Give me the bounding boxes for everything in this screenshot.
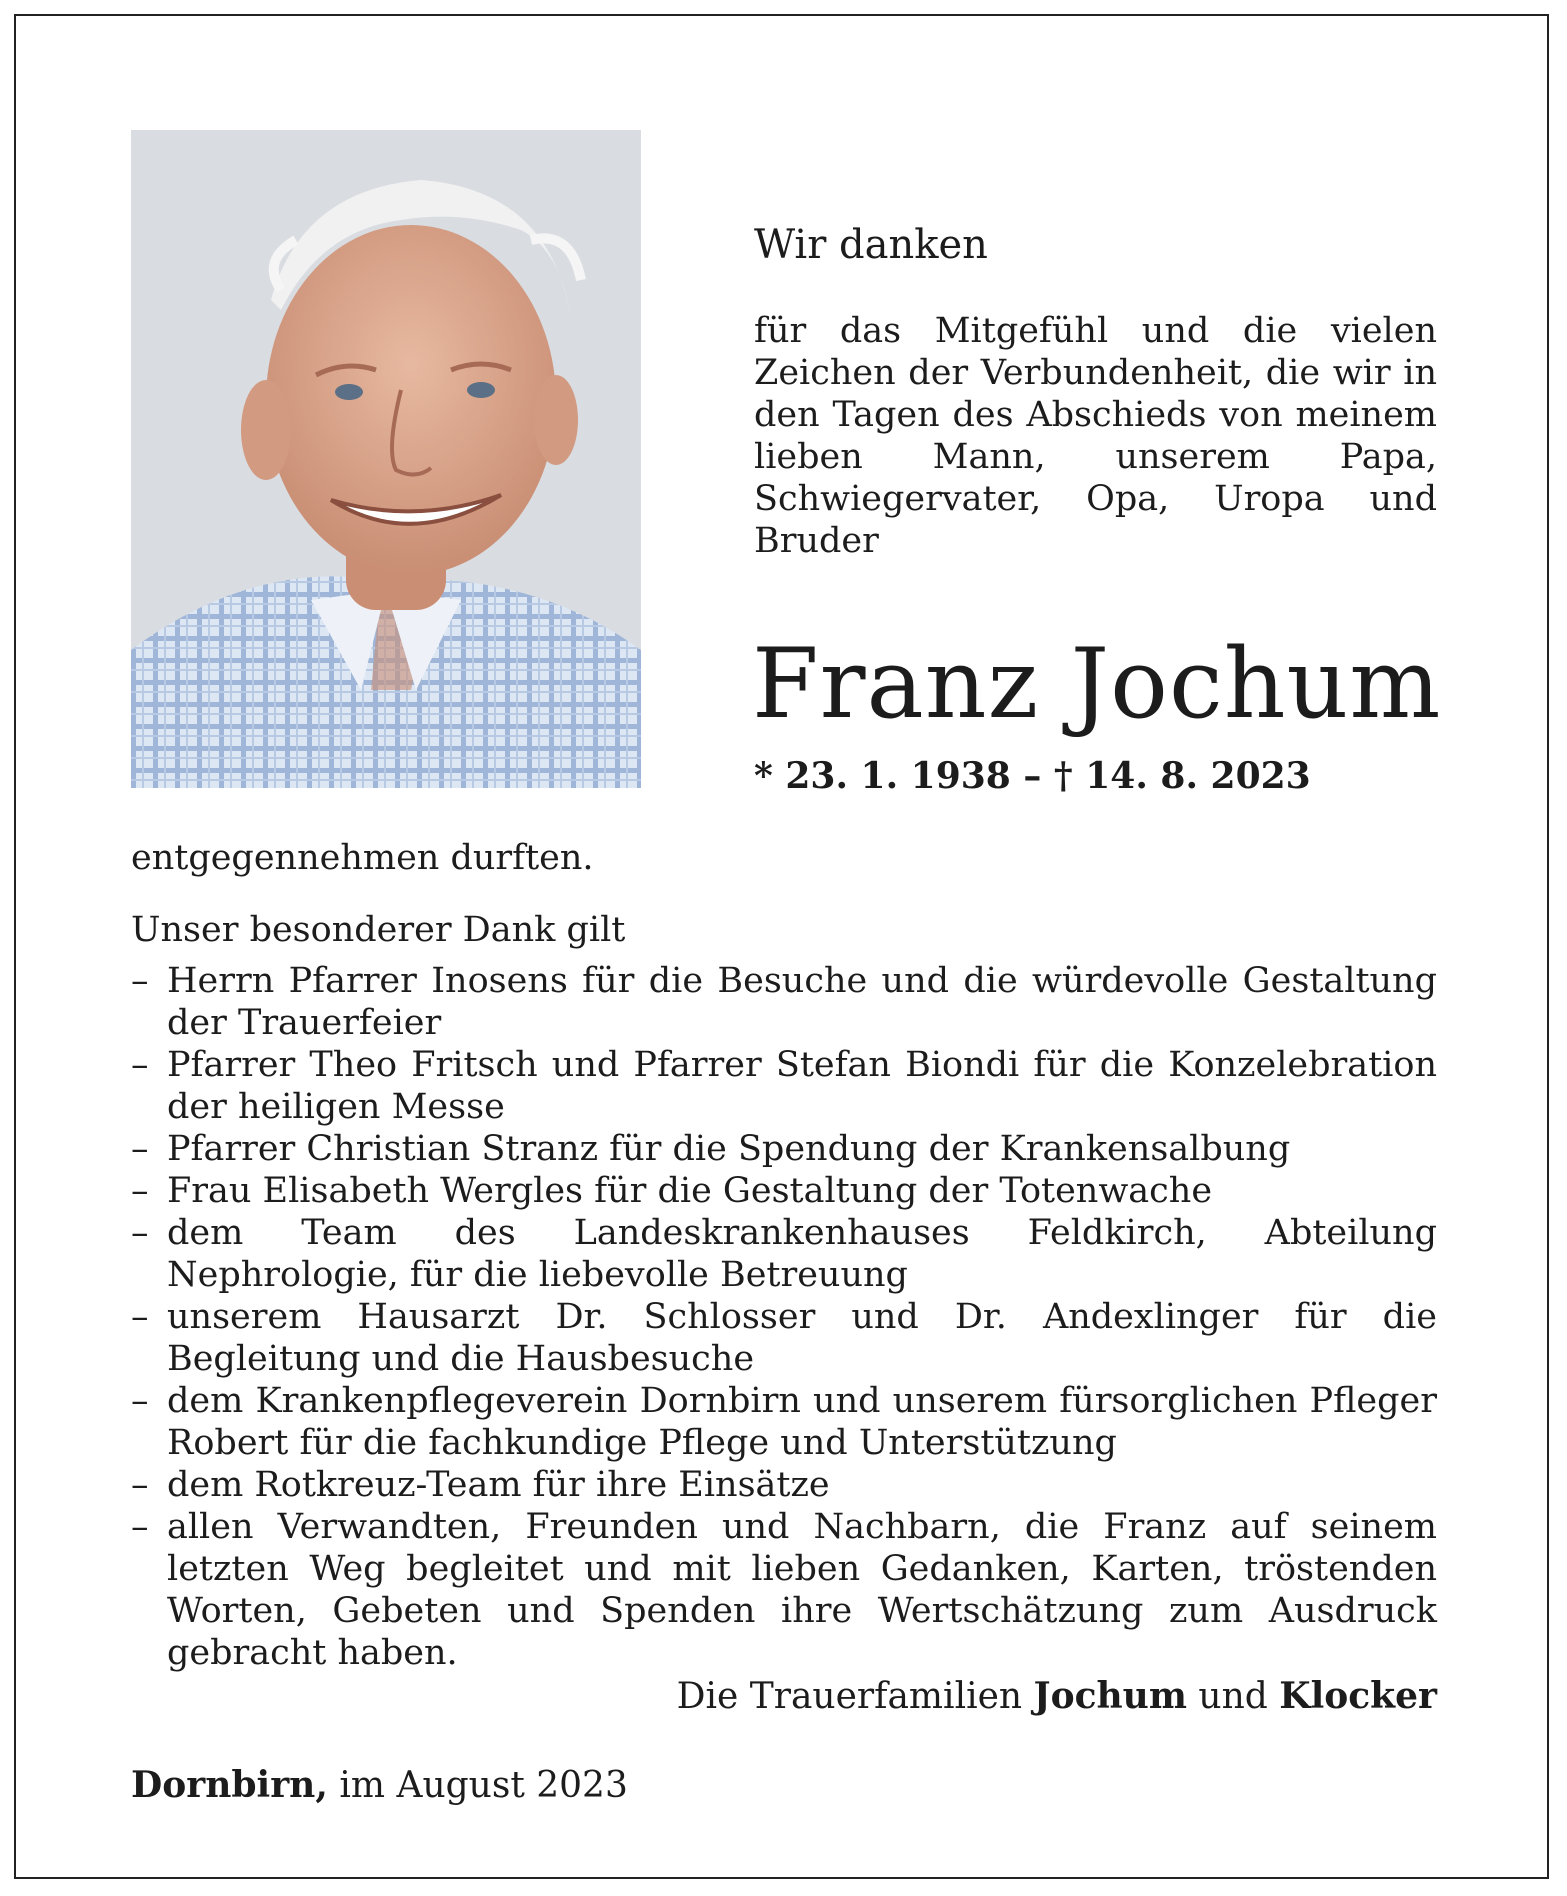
thanks-text: dem Krankenpflegeverein Dornbirn und unserem fürsorglichen Pfleger Robert für die fachkundige Pflege und Unterstützung [167,1381,1437,1463]
list-item: – Frau Elisabeth Wergles für die Gestaltung der Totenwache [131,1171,1213,1211]
intro-text: für das Mitgefühl und die vielen Zeichen der Verbundenheit, die wir in den Tagen des Abschieds von meinem lieben Mann, unserem Papa, Schwiegervater, Opa, Uropa und Bruder [754,311,1437,561]
list-item: – Pfarrer Theo Fritsch und Pfarrer Stefan Biondi für die Konzelebration der heiligen Messe [131,1045,1437,1127]
list-item: – dem Krankenpflegeverein Dornbirn und unserem fürsorglichen Pfleger Robert für die fachkundige Pflege und Unterstützung [131,1381,1437,1463]
signature [677,1675,1437,1717]
thanks-list [131,960,1437,1674]
thanks-text: Pfarrer Christian Stranz für die Spendung der Krankensalbung [167,1129,1291,1169]
place-date: im August 2023 [339,1765,628,1806]
thanks-text: Frau Elisabeth Wergles für die Gestaltung der Totenwache [167,1171,1213,1211]
thanks-text: allen Verwandten, Freunden und Nachbarn, die Franz auf seinem letzten Weg begleitet und mit lieben Gedanken, Karten, tröstenden Worten, Gebeten und Spenden ihre Wertschätzung zum Ausdruck gebracht haben. [167,1507,1437,1673]
list-item: – Pfarrer Christian Stranz für die Spendung der Krankensalbung [131,1129,1291,1169]
family-name-2: Klocker [1279,1675,1437,1717]
intro-continuation: entgegennehmen durften. [131,838,594,878]
thanks-text: Pfarrer Theo Fritsch und Pfarrer Stefan Biondi für die Konzelebration der heiligen Messe [167,1045,1437,1127]
place-and-date [131,1764,628,1806]
portrait-photo [131,130,641,788]
thanks-heading: Unser besonderer Dank gilt [131,910,626,950]
signature-conjunction: und [1198,1676,1268,1717]
list-item: – allen Verwandten, Freunden und Nachbarn, die Franz auf seinem letzten Weg begleitet und mit lieben Gedanken, Karten, tröstenden Worten, Gebeten und Spenden ihre Wertschätzung zum Ausdruck gebracht haben. [131,1507,1437,1673]
deceased-name: Franz Jochum [752,628,1442,740]
thanks-text: Herrn Pfarrer Inosens für die Besuche und die würdevolle Gestaltung der Trauerfeier [167,961,1437,1043]
place-city: Dornbirn, [131,1764,328,1806]
list-item: – dem Team des Landeskrankenhauses Feldkirch, Abteilung Nephrologie, für die liebevolle Betreuung [131,1213,1437,1295]
family-name-1: Jochum [1033,1675,1187,1717]
list-item: – unserem Hausarzt Dr. Schlosser und Dr. Andexlinger für die Begleitung und die Hausbesuche [131,1297,1437,1379]
list-item: – dem Rotkreuz-Team für ihre Einsätze [131,1465,830,1505]
list-item: – Herrn Pfarrer Inosens für die Besuche und die würdevolle Gestaltung der Trauerfeier [131,961,1437,1043]
intro-heading: Wir danken [754,222,988,268]
thanks-text: dem Team des Landeskrankenhauses Feldkirch, Abteilung Nephrologie, für die liebevolle Betreuung [167,1213,1437,1295]
portrait-illustration [131,130,641,788]
signature-prefix: Die Trauerfamilien [676,1676,1023,1717]
life-dates: * 23. 1. 1938 – † 14. 8. 2023 [754,755,1311,797]
thanks-text: dem Rotkreuz-Team für ihre Einsätze [167,1465,830,1505]
thanks-text: unserem Hausarzt Dr. Schlosser und Dr. Andexlinger für die Begleitung und die Hausbesuche [167,1297,1437,1379]
